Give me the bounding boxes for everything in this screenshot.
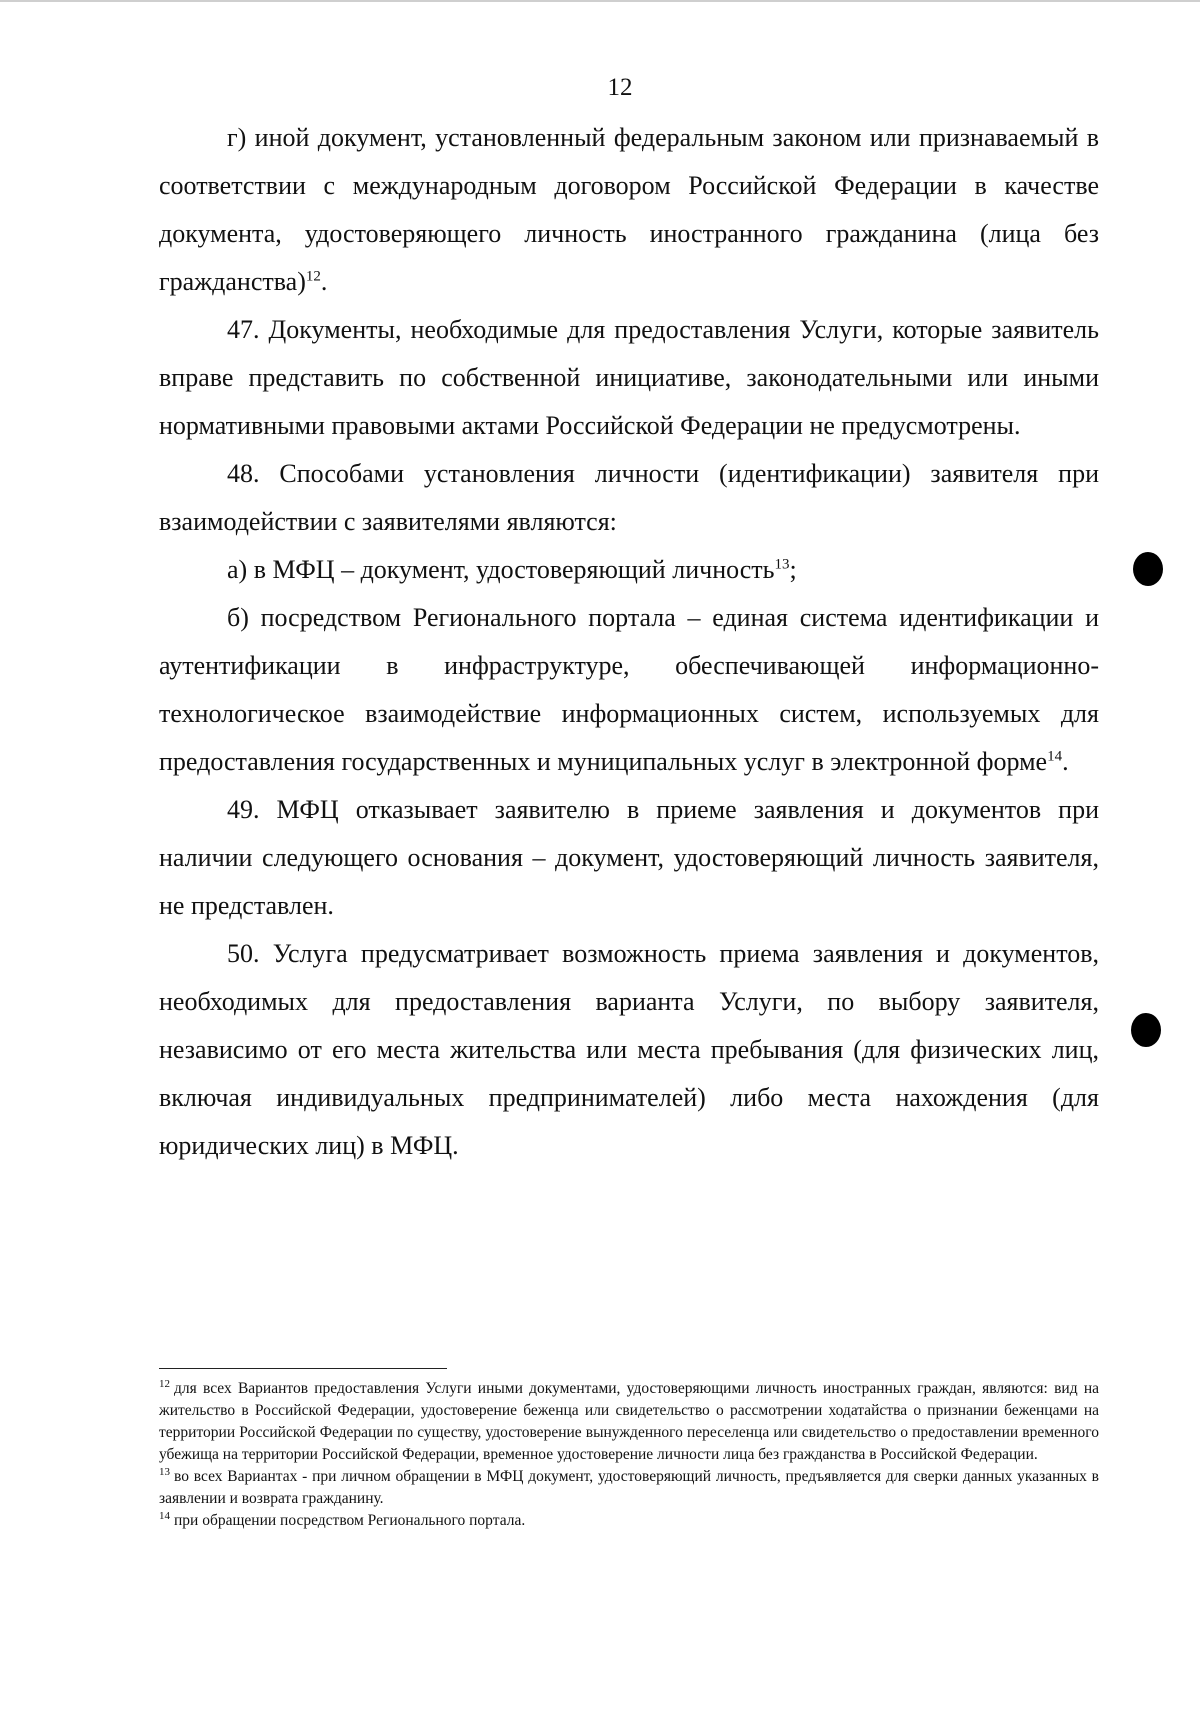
footnote-mark: 14 (159, 1509, 170, 1522)
footnotes (159, 1378, 1099, 1532)
footnote-ref-13: 13 (774, 556, 790, 573)
footnote-14: $^{14}$ при обращении посредством Регионального портала. (159, 1509, 526, 1529)
footnote-ref-12: 12 (305, 268, 321, 285)
punch-hole-mark (1133, 552, 1163, 586)
paragraph-48: 48. Способами установления личности (идентификации) заявителя при взаимодействии с заявителями являются: (159, 459, 1099, 536)
footnote-12: $^{12}$ для всех Вариантов предоставления Услуги иными документами, удостоверяющими личность иностранных граждан, являются: вид на жительство в Российской Федерации, удостоверение беженца или свидетельство о рассмотрении ходатайства о признании беженцами на территории Российской Федерации по существу, удостоверение вынужденного переселенца или свидетельство о предоставлении временного убежища на территории Российской Федерации, временное удостоверение личности лица без гражданства в Российской Федерации. (159, 1377, 1099, 1463)
paragraph-g: г) иной документ, установленный федеральным законом или признаваемый в соответствии с международным договором Российской Федерации в качестве документа, удостоверяющего личность иностранного гражданина (лица без гражданства)$^{12}$. (159, 123, 1099, 296)
footnote-mark: 12 (159, 1377, 170, 1390)
top-edge-line (0, 0, 1200, 2)
punch-hole-mark (1131, 1013, 1161, 1047)
main-text (159, 114, 1099, 1170)
paragraph-50: 50. Услуга предусматривает возможность приема заявления и документов, необходимых для предоставления варианта Услуги, по выбору заявителя, независимо от его места жительства или места пребывания (для физических лиц, включая индивидуальных предпринимателей) либо места нахождения (для юридических лиц) в МФЦ. (159, 939, 1099, 1160)
footnote-13: $^{13}$ во всех Вариантах - при личном обращении в МФЦ документ, удостоверяющий личность, предъявляется для сверки данных указанных в заявлении и возврата гражданину. (159, 1465, 1099, 1507)
footnote-ref-14: 14 (1047, 748, 1063, 765)
paragraph-48-a: а) в МФЦ – документ, удостоверяющий личность$^{13}$; (227, 555, 797, 584)
page-number: 12 (607, 74, 633, 101)
paragraph-47: 47. Документы, необходимые для предоставления Услуги, которые заявитель вправе представить по собственной инициативе, законодательными или иными нормативными правовыми актами Российской Федерации не предусмотрены. (159, 315, 1099, 440)
footnote-separator (159, 1368, 447, 1369)
paragraph-49: 49. МФЦ отказывает заявителю в приеме заявления и документов при наличии следующего основания – документ, удостоверяющий личность заявителя, не представлен. (159, 795, 1099, 920)
paragraph-48-b: б) посредством Регионального портала – единая система идентификации и аутентификации в инфраструктуре, обеспечивающей информационно-технологическое взаимодействие информационных систем, используемых для предоставления государственных и муниципальных услуг в электронной форме$^{14}$. (159, 603, 1099, 776)
footnote-mark: 13 (159, 1465, 170, 1478)
